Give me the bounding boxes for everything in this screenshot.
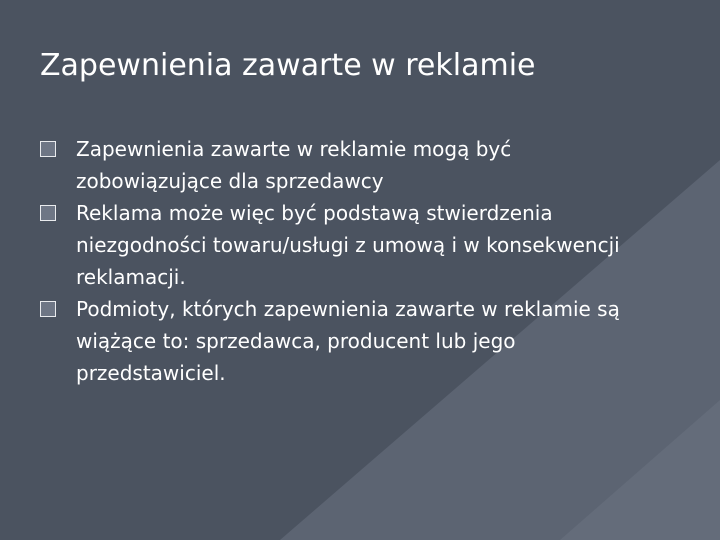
square-box-icon	[40, 141, 56, 157]
square-box-icon	[40, 205, 56, 221]
bullet-item	[40, 133, 660, 197]
bullet-item	[40, 293, 660, 389]
bullet-list	[40, 133, 660, 389]
bullet-item	[40, 197, 660, 293]
bullet-text: Zapewnienia zawarte w reklamie mogą być zobowiązujące dla sprzedawcy	[76, 137, 512, 193]
square-box-icon	[40, 301, 56, 317]
slide-title: Zapewnienia zawarte w reklamie	[40, 48, 536, 83]
bullet-text: Reklama może więc być podstawą stwierdzenia niezgodności towaru/usługi z umową i w konsekwencji reklamacji.	[76, 201, 620, 289]
bullet-text: Podmioty, których zapewnienia zawarte w reklamie są wiążące to: sprzedawca, producent lub jego przedstawiciel.	[76, 297, 620, 385]
